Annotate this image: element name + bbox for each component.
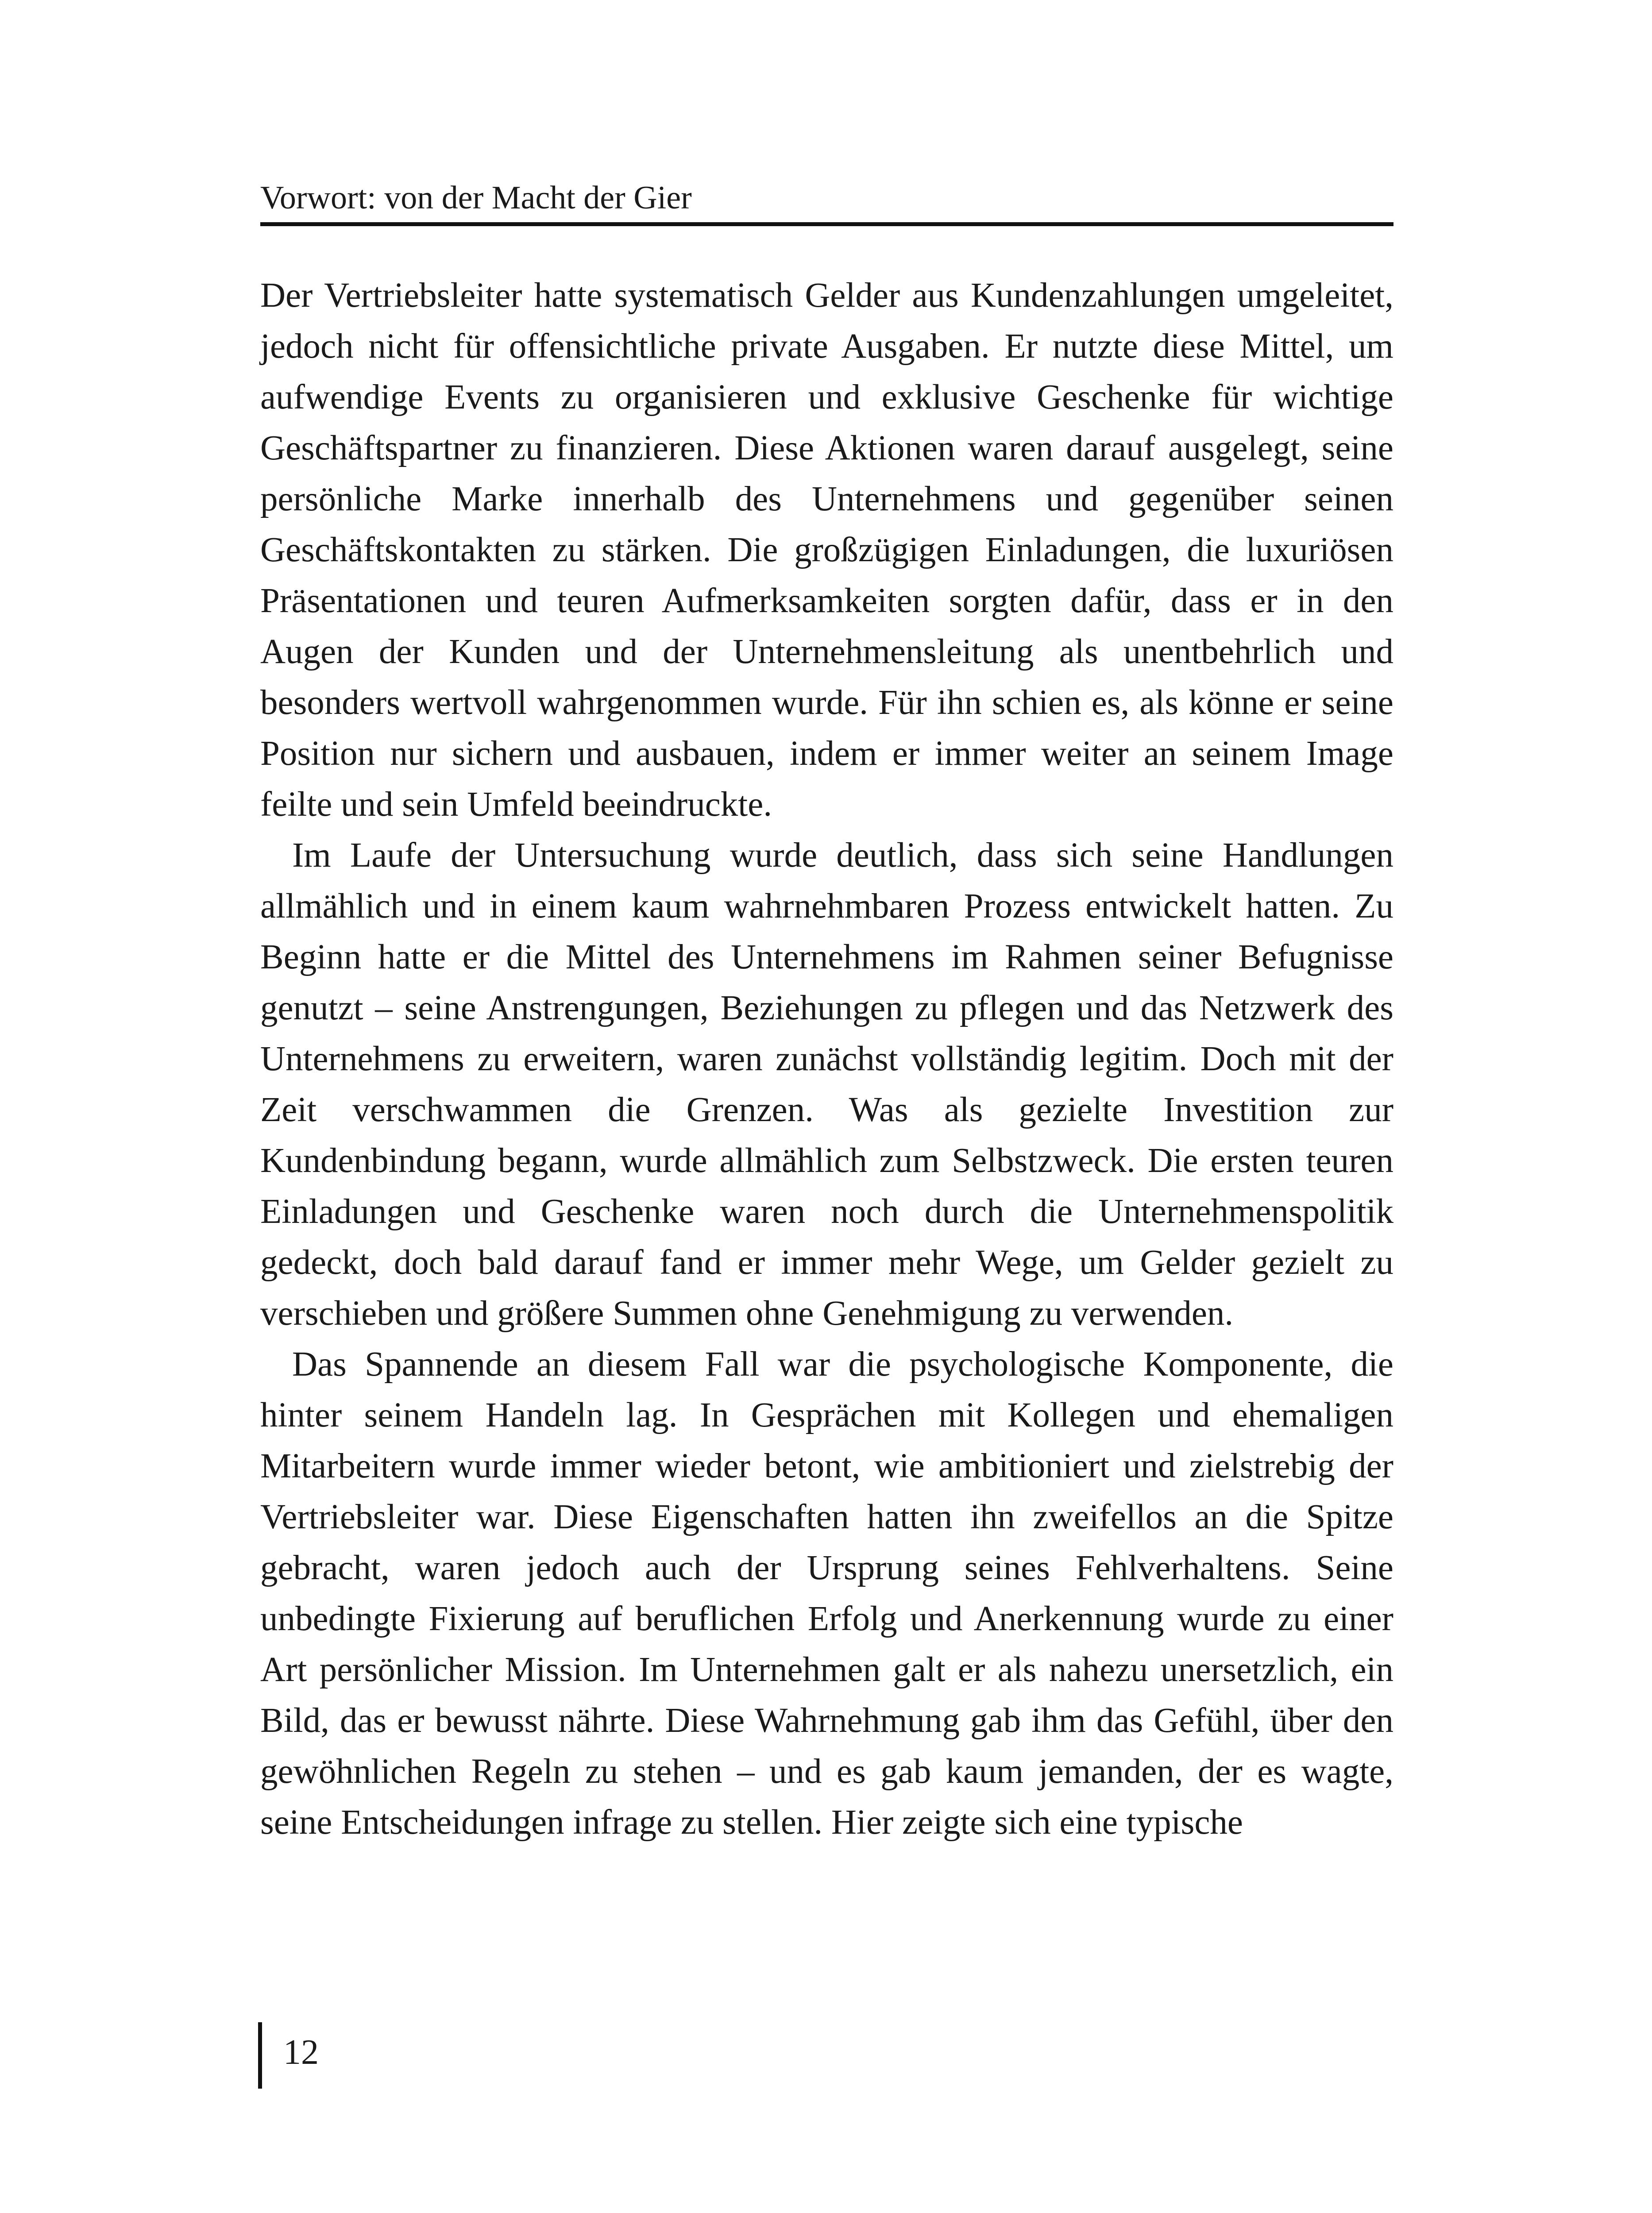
paragraph-1: Der Vertriebsleiter hatte systematisch Gelder aus Kundenzahlungen umgeleitet, jedoch nicht für offensichtliche private Ausgaben. Er nutzte diese Mittel, um aufwendige Events zu organisieren und exklusive Geschenke für wichtige Geschäftspartner zu finanzieren. Diese Aktionen waren darauf ausgelegt, seine persönliche Marke innerhalb des Unternehmens und gegenüber seinen Geschäftskontakten zu stärken. Die großzügigen Einladungen, die luxuriösen Präsentationen und teuren Aufmerksamkeiten sorgten dafür, dass er in den Augen der Kunden und der Unternehmensleitung als unentbehrlich und besonders wertvoll wahrgenommen wurde. Für ihn schien es, als könne er seine Position nur sichern und ausbauen, indem er immer weiter an seinem Image feilte und sein Umfeld beeindruckte. — [260, 276, 1393, 824]
running-head-title: Vorwort: von der Macht der Gier — [260, 180, 692, 216]
page-number: 12 — [283, 2033, 319, 2072]
paragraph-2: Im Laufe der Untersuchung wurde deutlich, dass sich seine Handlungen allmählich und in einem kaum wahrnehmbaren Prozess entwickelt hatten. Zu Beginn hatte er die Mittel des Unternehmens im Rahmen seiner Befugnisse genutzt – seine Anstrengungen, Beziehungen zu pflegen und das Netzwerk des Unternehmens zu erweitern, waren zunächst vollständig legitim. Doch mit der Zeit verschwammen die Grenzen. Was als gezielte Investition zur Kundenbindung begann, wurde allmählich zum Selbstzweck. Die ersten teuren Einladungen und Geschenke waren noch durch die Unternehmenspolitik gedeckt, doch bald darauf fand er immer mehr Wege, um Gelder gezielt zu verschieben und größere Summen ohne Genehmigung zu verwenden. — [260, 836, 1393, 1333]
body-text — [260, 270, 1393, 1848]
header-rule — [260, 222, 1393, 226]
page-number-bar — [258, 2022, 262, 2089]
paragraph-3: Das Spannende an diesem Fall war die psychologische Komponente, die hinter seinem Handeln lag. In Gesprächen mit Kollegen und ehemaligen Mitarbeitern wurde immer wieder betont, wie ambitioniert und zielstrebig der Vertriebsleiter war. Diese Eigenschaften hatten ihn zweifellos an die Spitze gebracht, waren jedoch auch der Ursprung seines Fehlverhaltens. Seine unbedingte Fixierung auf beruflichen Erfolg und Anerkennung wurde zu einer Art persönlicher Mission. Im Unternehmen galt er als nahezu unersetzlich, ein Bild, das er bewusst nährte. Diese Wahrnehmung gab ihm das Gefühl, über den gewöhnlichen Regeln zu stehen – und es gab kaum jemanden, der es wagte, seine Entscheidungen infrage zu stellen. Hier zeigte sich eine typische — [260, 1345, 1393, 1842]
